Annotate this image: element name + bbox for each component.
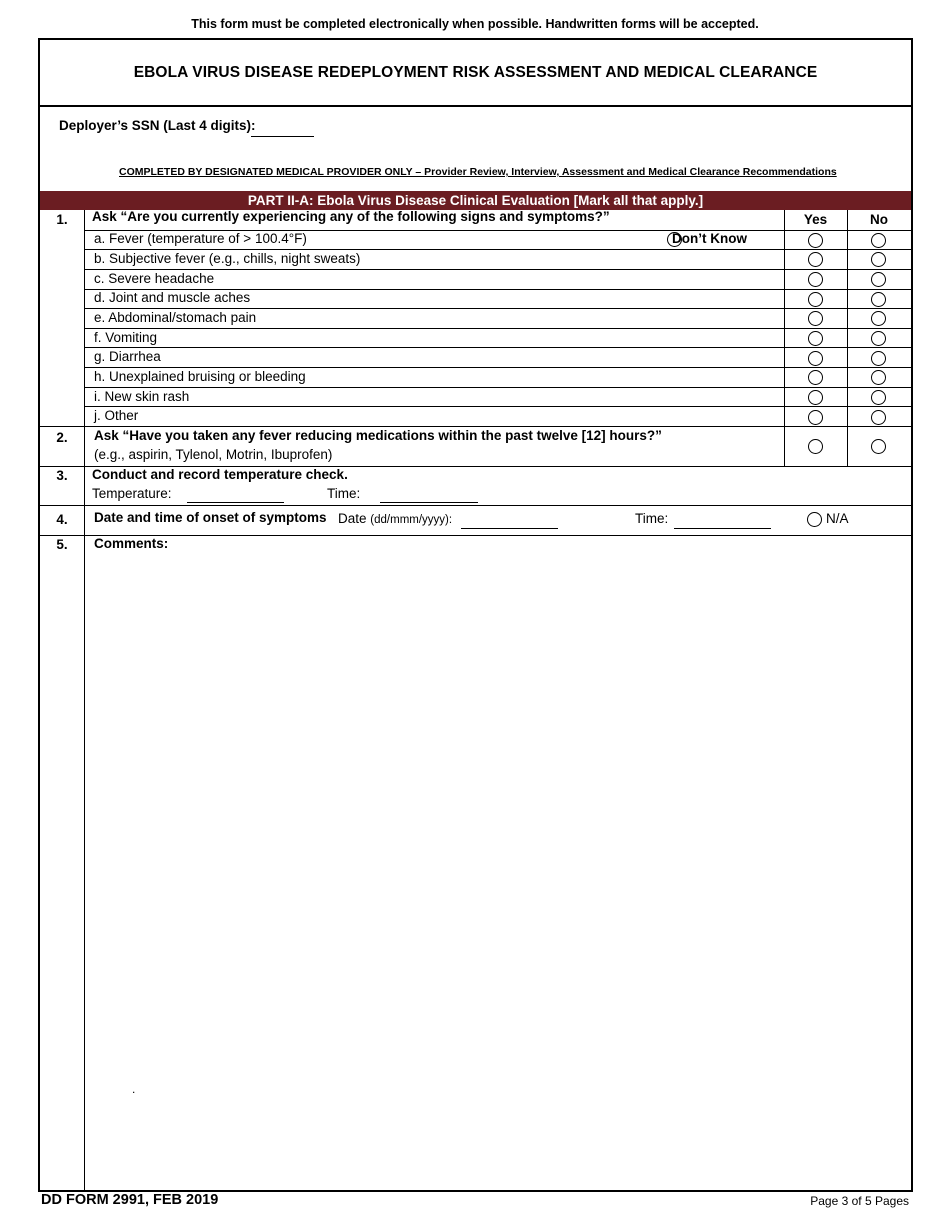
symptom-c-yes-radio[interactable] [808, 272, 823, 287]
symptom-i-label: i. New skin rash [94, 389, 190, 404]
symptom-e-no-radio[interactable] [871, 311, 886, 326]
q4-time-label: Time: [635, 511, 669, 526]
q4-question: Date and time of onset of symptoms [94, 510, 327, 525]
q3-question: Conduct and record temperature check. [92, 467, 348, 482]
symptom-h-no-radio[interactable] [871, 370, 886, 385]
comments-textarea[interactable] [85, 555, 911, 1191]
q4-number: 4. [56, 512, 68, 527]
symptom-h-label: h. Unexplained bruising or bleeding [94, 369, 306, 384]
q3-time-input[interactable] [380, 502, 478, 503]
date-label-text: Date [338, 511, 367, 526]
q3-number: 3. [56, 468, 68, 483]
symptom-d-no-radio[interactable] [871, 292, 886, 307]
q2-question: Ask “Have you taken any fever reducing medications within the past twelve [12] hours?” [94, 428, 662, 443]
symptom-b-no-radio[interactable] [871, 252, 886, 267]
q3-time-label: Time: [327, 486, 361, 501]
temperature-input[interactable] [187, 502, 284, 503]
row-divider [84, 367, 911, 368]
q1-number: 1. [56, 212, 68, 227]
q5-number: 5. [56, 537, 68, 552]
section-divider [40, 426, 911, 427]
symptom-j-no-radio[interactable] [871, 410, 886, 425]
comments-label: Comments: [94, 536, 169, 551]
q2-examples: (e.g., aspirin, Tylenol, Motrin, Ibuprofen) [94, 447, 333, 462]
dont-know-label: Don’t Know [672, 231, 747, 246]
q4-date-label [338, 511, 452, 526]
provider-note: COMPLETED BY DESIGNATED MEDICAL PROVIDER ONLY – Provider Review, Interview, Assessment and Medical Clearance Recommendations [119, 166, 837, 178]
symptom-i-yes-radio[interactable] [808, 390, 823, 405]
na-label: N/A [826, 511, 849, 526]
row-divider [84, 308, 911, 309]
q4-date-input[interactable] [461, 528, 558, 529]
na-radio[interactable] [807, 512, 822, 527]
form-id: DD FORM 2991, FEB 2019 [41, 1192, 219, 1208]
date-format-text: (dd/mmm/yyyy): [370, 514, 453, 526]
section-divider [40, 535, 911, 536]
row-divider [84, 387, 911, 388]
title-box [40, 40, 911, 107]
symptom-g-no-radio[interactable] [871, 351, 886, 366]
row-divider [84, 347, 911, 348]
ssn-input[interactable] [251, 136, 314, 137]
row-divider [84, 249, 911, 250]
row-divider [84, 269, 911, 270]
symptom-h-yes-radio[interactable] [808, 370, 823, 385]
no-header: No [870, 212, 888, 227]
symptom-d-yes-radio[interactable] [808, 292, 823, 307]
form-title: EBOLA VIRUS DISEASE REDEPLOYMENT RISK ASSESSMENT AND MEDICAL CLEARANCE [133, 63, 818, 81]
section-divider [40, 505, 911, 506]
symptom-j-label: j. Other [94, 408, 139, 423]
symptom-c-label: c. Severe headache [94, 271, 215, 286]
symptom-g-yes-radio[interactable] [808, 351, 823, 366]
symptom-f-label: f. Vomiting [94, 330, 158, 345]
q2-yes-radio[interactable] [808, 439, 823, 454]
top-note: This form must be completed electronically when possible. Handwritten forms will be accepted. [191, 17, 759, 31]
symptom-a-no-radio[interactable] [871, 233, 886, 248]
symptom-a-label: a. Fever (temperature of > 100.4°F) [94, 231, 307, 246]
symptom-f-yes-radio[interactable] [808, 331, 823, 346]
symptom-b-label: b. Subjective fever (e.g., chills, night sweats) [94, 251, 361, 266]
symptom-c-no-radio[interactable] [871, 272, 886, 287]
row-divider [84, 328, 911, 329]
q2-no-radio[interactable] [871, 439, 886, 454]
symptom-e-yes-radio[interactable] [808, 311, 823, 326]
page-number: Page 3 of 5 Pages [810, 1194, 909, 1208]
stray-mark: . [132, 1082, 136, 1096]
q4-time-input[interactable] [674, 528, 771, 529]
yes-header: Yes [803, 212, 828, 227]
ssn-label: Deployer’s SSN (Last 4 digits): [59, 118, 256, 133]
row-divider [84, 406, 911, 407]
part-title-bar: PART II-A: Ebola Virus Disease Clinical Evaluation [Mark all that apply.] [40, 191, 911, 210]
symptom-b-yes-radio[interactable] [808, 252, 823, 267]
form-frame [38, 38, 913, 1192]
symptom-g-label: g. Diarrhea [94, 349, 161, 364]
symptom-e-label: e. Abdominal/stomach pain [94, 310, 257, 325]
q2-number: 2. [56, 430, 68, 445]
q1-question: Ask “Are you currently experiencing any of the following signs and symptoms?” [92, 209, 610, 224]
symptom-f-no-radio[interactable] [871, 331, 886, 346]
symptom-j-yes-radio[interactable] [808, 410, 823, 425]
symptom-a-yes-radio[interactable] [808, 233, 823, 248]
symptom-i-no-radio[interactable] [871, 390, 886, 405]
symptom-d-label: d. Joint and muscle aches [94, 290, 251, 305]
temperature-label: Temperature: [92, 486, 172, 501]
